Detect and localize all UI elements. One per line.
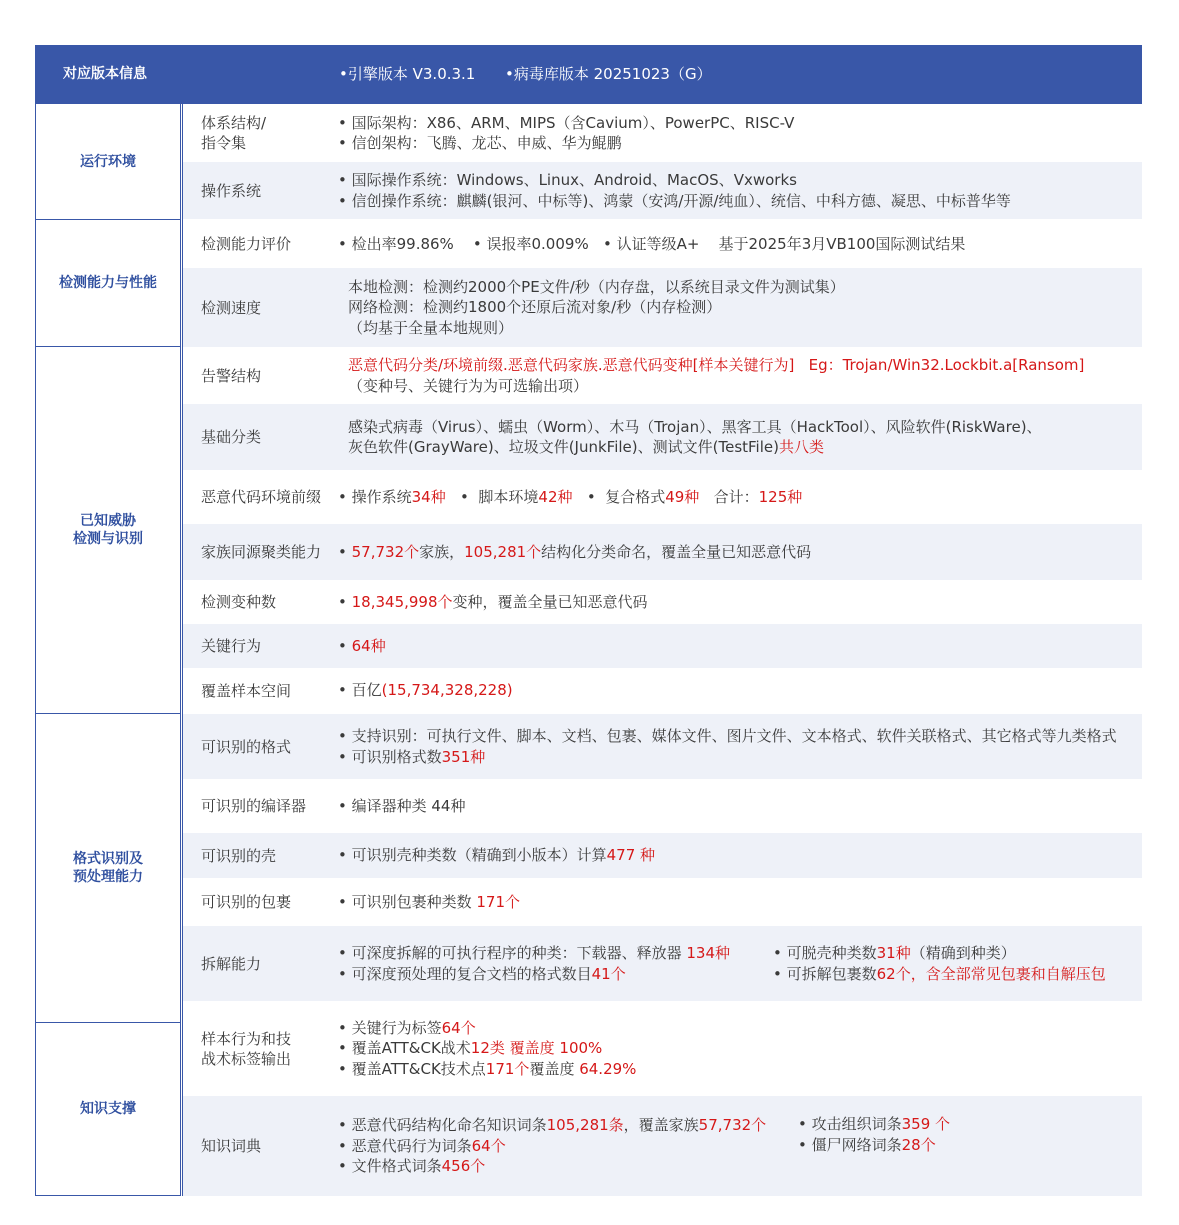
row-label: 基础分类	[201, 428, 262, 446]
category-knowledge	[35, 1023, 181, 1196]
row-label: 操作系统	[201, 181, 262, 200]
row-label: 样本行为和技 战术标签输出	[201, 1029, 292, 1068]
header-title: 对应版本信息	[63, 66, 147, 82]
category-detection-label: 检测能力与性能	[59, 275, 157, 291]
unpack-col-a: • 可深度拆解的可执行程序的种类：下载器、释放器 134种 • 可深度预处理的复合文档的格式数目41个	[338, 944, 731, 983]
row-variants	[183, 580, 1142, 624]
row-os	[183, 162, 1142, 219]
row-label: 恶意代码环境前缀	[201, 488, 322, 506]
row-dictionary	[183, 1096, 1142, 1196]
row-label: 检测变种数	[201, 593, 277, 611]
row-content: • 国际架构：X86、ARM、MIPS（含Cavium）、PowerPC、RISC-V • 信创架构：飞腾、龙芯、申威、华为鲲鹏	[338, 113, 795, 152]
row-content: • 64种	[338, 636, 386, 655]
row-basic-class	[183, 404, 1142, 470]
category-format-line2: 预处理能力	[73, 869, 143, 885]
dict-col-b: • 攻击组织词条359 个 • 僵尸网络词条28个	[798, 1115, 951, 1154]
column-divider	[182, 104, 183, 1196]
row-content: • 18,345,998个变种，覆盖全量已知恶意代码	[338, 592, 648, 611]
row-content: • 关键行为标签64个 • 覆盖ATT&CK战术12类 覆盖度 100% • 覆盖ATT&CK技术点171个覆盖度 64.29%	[338, 1018, 637, 1078]
engine-version: •引擎版本 V3.0.3.1	[339, 65, 476, 83]
row-label: 关键行为	[201, 637, 262, 655]
row-label: 可识别的包裹	[201, 893, 292, 911]
row-label: 可识别的格式	[201, 737, 292, 756]
category-format	[35, 714, 181, 1023]
row-evaluation	[183, 220, 1142, 268]
category-runtime	[35, 104, 181, 220]
row-label: 检测能力评价	[201, 235, 292, 253]
row-content: • 国际操作系统：Windows、Linux、Android、MacOS、Vxworks • 信创操作系统：麒麟(银河、中标等)、鸿蒙（安鸿/开源/纯血）、统信、中科方德、凝思、中标普华等	[338, 171, 1011, 210]
row-content: • 支持识别：可执行文件、脚本、文档、包裹、媒体文件、图片文件、文本格式、软件关联格式、其它格式等九类格式 • 可识别格式数351种	[338, 727, 1117, 766]
version-header	[35, 45, 1142, 104]
row-content: • 可识别包裹种类数 171个	[338, 892, 521, 911]
row-label: 体系结构/ 指令集	[201, 114, 267, 152]
row-label: 检测速度	[201, 298, 262, 317]
dict-col-a: • 恶意代码结构化命名知识词条105,281条，覆盖家族57,732个 • 恶意代码行为词条64个 • 文件格式词条456个	[338, 1116, 767, 1176]
category-format-line1: 格式识别及	[73, 851, 143, 867]
row-label: 拆解能力	[201, 954, 262, 973]
row-sample-space	[183, 668, 1142, 713]
row-env-prefix	[183, 470, 1142, 524]
row-compiler	[183, 779, 1142, 833]
row-label: 知识词典	[201, 1137, 262, 1155]
category-known-line1: 已知威胁	[80, 513, 136, 529]
row-speed	[183, 268, 1142, 347]
row-content: • 编译器种类 44种	[338, 796, 466, 815]
row-alert-structure	[183, 347, 1142, 404]
row-label: 可识别的编译器	[201, 797, 307, 815]
unpack-col-b: • 可脱壳种类数31种（精确到种类） • 可拆解包裹数62个，含全部常见包裹和自解压包	[773, 944, 1106, 983]
row-family	[183, 524, 1142, 580]
virusdb-version: •病毒库版本 20251023（G）	[505, 65, 712, 83]
row-tags	[183, 1001, 1142, 1096]
category-runtime-label: 运行环境	[80, 153, 136, 170]
row-label: 可识别的壳	[201, 846, 277, 865]
row-content: 本地检测：检测约2000个PE文件/秒（内存盘，以系统目录文件为测试集） 网络检测：检测约1800个还原后流对象/秒（内存检测） （均基于全量本地规则）	[348, 277, 845, 337]
row-label: 告警结构	[201, 366, 262, 385]
row-content: • 可识别壳种类数（精确到小版本）计算477 种	[338, 846, 656, 865]
row-behavior	[183, 624, 1142, 668]
category-known-line2: 检测与识别	[73, 531, 143, 547]
row-shell	[183, 833, 1142, 878]
category-known-threats	[35, 347, 181, 714]
row-package	[183, 878, 1142, 926]
row-content: • 百亿(15,734,328,228)	[338, 681, 513, 700]
row-label: 覆盖样本空间	[201, 681, 292, 700]
row-content: 恶意代码分类/环境前缀.恶意代码家族.恶意代码变种[样本关键行为] Eg：Trojan/Win32.Lockbit.a[Ransom] （变种号、关键行为为可选输出项）	[348, 356, 1085, 395]
row-content: • 操作系统34种 • 脚本环境42种 • 复合格式49种 合计：125种	[338, 487, 803, 506]
row-content: • 检出率99.86% • 误报率0.009% • 认证等级A+ 基于2025年3月VB100国际测试结果	[338, 234, 966, 253]
row-formats	[183, 714, 1142, 779]
category-knowledge-label: 知识支撑	[80, 1101, 136, 1117]
row-unpack	[183, 926, 1142, 1001]
row-architecture	[183, 104, 1142, 162]
row-content: • 57,732个家族，105,281个结构化分类命名，覆盖全量已知恶意代码	[338, 542, 812, 561]
category-detection	[35, 220, 181, 347]
row-label: 家族同源聚类能力	[201, 543, 322, 561]
row-content: 感染式病毒（Virus）、蠕虫（Worm）、木马（Trojan）、黑客工具（HackTool）、风险软件(RiskWare)、 灰色软件(GrayWare)、垃圾文件(JunkFile)、测试文件(TestFile)共八类	[348, 417, 1042, 456]
